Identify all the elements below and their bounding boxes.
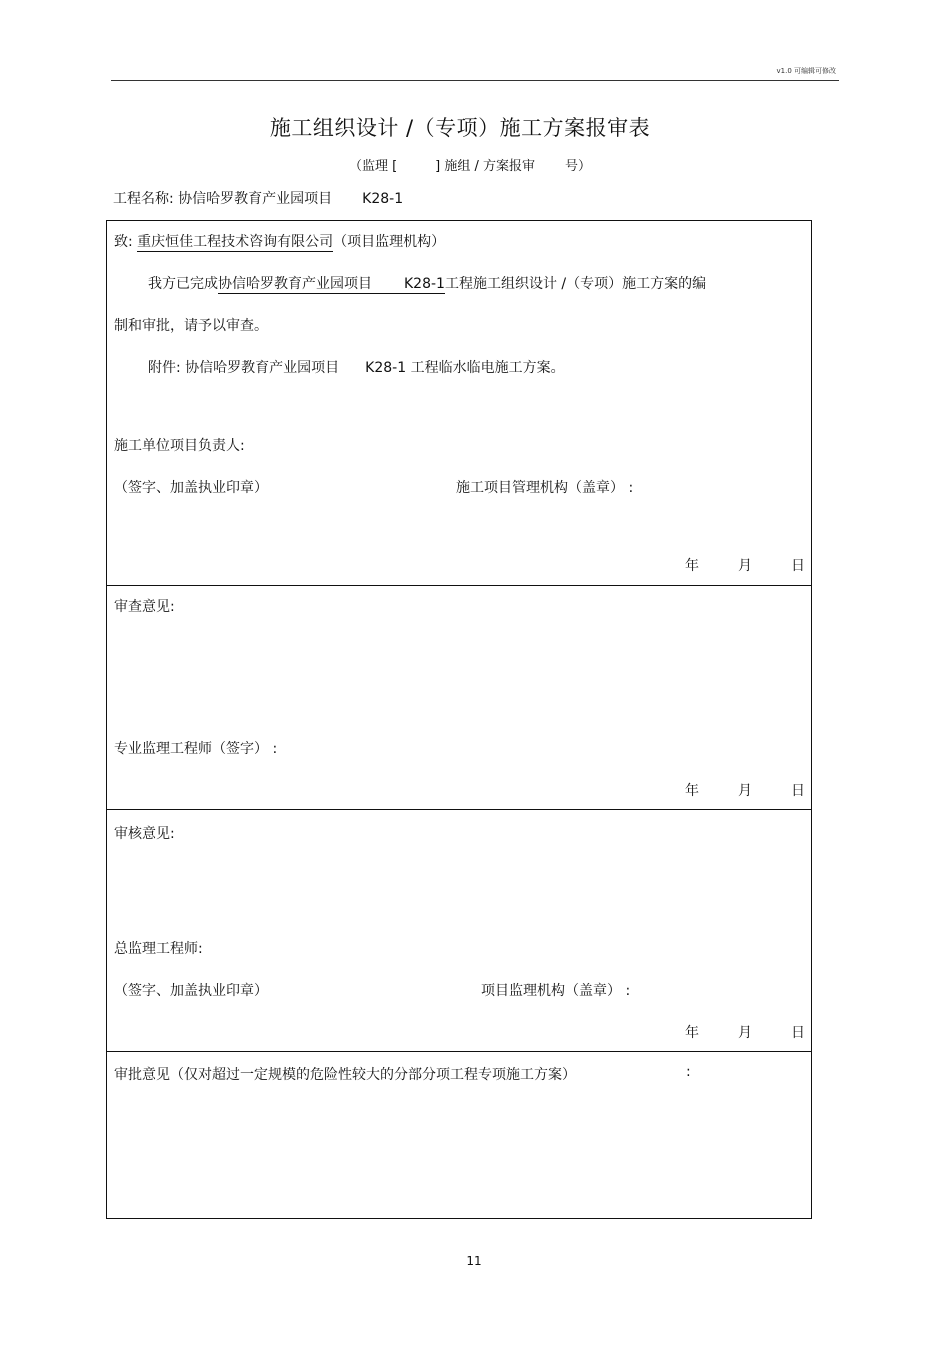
version-note: v1.0 可编辑可修改 <box>776 67 836 75</box>
addressee-line <box>114 231 445 251</box>
day-label: 日 <box>791 783 805 799</box>
body-prefix: 我方已完成 <box>148 276 218 292</box>
attachment-project: 协信哈罗教育产业园项目 <box>185 360 340 376</box>
year-label: 年 <box>685 1025 699 1041</box>
page-number: 11 <box>466 1254 482 1268</box>
form-subtitle <box>0 155 940 174</box>
year-label: 年 <box>685 558 699 574</box>
project-line <box>113 188 403 208</box>
chief-sign-note: （签字、加盖执业印章） <box>114 983 268 999</box>
submission-body-line1 <box>148 273 706 293</box>
form-title: 施工组织设计 /（专项）施工方案报审表 <box>269 116 651 140</box>
year-label: 年 <box>685 783 699 799</box>
subtitle-suffix: 号） <box>565 159 592 174</box>
attachment-rest: 工程临水临电施工方案。 <box>410 360 565 376</box>
attachment-code: K28-1 <box>365 360 407 376</box>
day-label: 日 <box>791 1025 805 1041</box>
review-opinion-label: 审查意见: <box>114 599 175 615</box>
month-label: 月 <box>738 783 752 799</box>
review-form-table <box>106 220 812 1219</box>
project-name: 协信哈罗教育产业园项目 <box>178 191 333 207</box>
contractor-seal-label: 施工项目管理机构（盖章） : <box>456 480 634 496</box>
month-label: 月 <box>738 558 752 574</box>
subtitle-prefix: （监理 [ <box>348 159 398 174</box>
attachment-line <box>148 357 565 377</box>
addressee-org: 重庆恒佳工程技术咨询有限公司 <box>137 234 334 250</box>
header-divider <box>111 80 839 81</box>
day-label: 日 <box>791 558 805 574</box>
subtitle-middle: ] 施组 / 方案报审 <box>435 159 536 174</box>
contractor-sign-note: （签字、加盖执业印章） <box>114 480 268 496</box>
contractor-responsible-label: 施工单位项目负责人: <box>114 438 245 454</box>
project-label: 工程名称: <box>113 191 174 207</box>
body-project: 协信哈罗教育产业园项目 K28-1 <box>218 276 445 292</box>
audit-opinion-label: 审核意见: <box>114 826 175 842</box>
section-divider-2 <box>107 809 811 810</box>
body-rest: 工程施工组织设计 /（专项）施工方案的编 <box>444 276 707 292</box>
section-divider-1 <box>107 585 811 586</box>
attachment-label: 附件: <box>148 360 181 376</box>
addressee-suffix: （项目监理机构） <box>333 234 446 250</box>
approval-opinion-colon: : <box>686 1064 691 1080</box>
chief-engineer-label: 总监理工程师: <box>114 941 203 957</box>
specialist-engineer-label: 专业监理工程师（签字） : <box>114 741 278 757</box>
month-label: 月 <box>738 1025 752 1041</box>
approval-opinion-label: 审批意见（仅对超过一定规模的危险性较大的分部分项工程专项施工方案） <box>114 1067 576 1083</box>
project-code: K28-1 <box>362 191 404 207</box>
section-divider-3 <box>107 1051 811 1052</box>
supervision-seal-label: 项目监理机构（盖章） : <box>481 983 631 999</box>
addressee-label: 致: <box>114 234 133 250</box>
submission-body-line2: 制和审批，请予以审查。 <box>114 318 268 334</box>
